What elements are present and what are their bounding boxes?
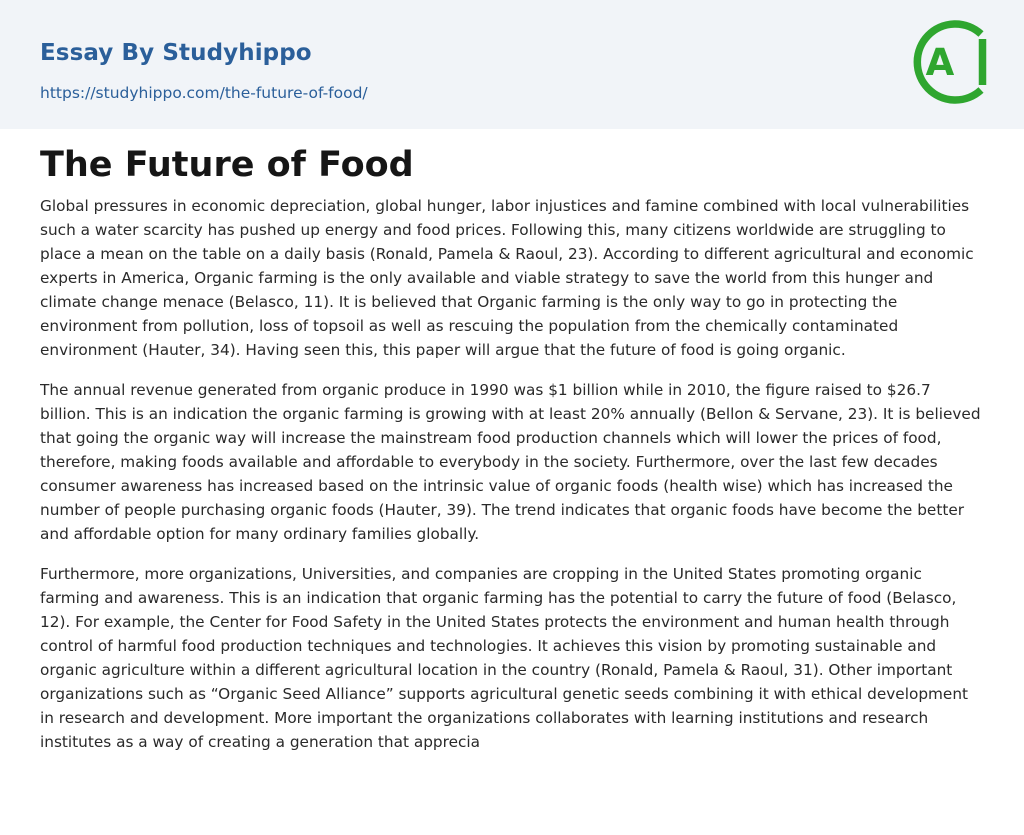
logo-letter: A — [925, 41, 955, 84]
site-header — [0, 0, 1024, 129]
essay-paragraph-2: The annual revenue generated from organic produce in 1990 was $1 billion while in 2010, the figure raised to $26.7 billion. This is an indication the organic farming is growing with at least 20% annually (Bellon & Servane, 23). It is believed that going the organic way will increase the mainstream food production channels which will lower the prices of food, therefore, making foods available and affordable to everybody in the society. Furthermore, over the last few decades consumer awareness has increased based on the intrinsic value of organic foods (health wise) which has increased the number of people purchasing organic foods (Hauter, 39). The trend indicates that organic foods have become the better and affordable option for many ordinary families globally. — [40, 381, 981, 543]
page-url-link[interactable]: https://studyhippo.com/the-future-of-food/ — [40, 84, 368, 102]
studyhippo-logo-icon[interactable] — [908, 17, 988, 107]
essay-paragraph-1: Global pressures in economic depreciation, global hunger, labor injustices and famine combined with local vulnerabilities such a water scarcity has pushed up energy and food prices. Following this, many citizens worldwide are struggling to place a mean on the table on a daily basis (Ronald, Pamela & Raoul, 23). According to different agricultural and economic experts in America, Organic farming is the only available and viable strategy to save the world from this hunger and climate change menace (Belasco, 11). It is believed that Organic farming is the only way to go in protecting the environment from pollution, loss of topsoil as well as rescuing the population from the chemically contaminated environment (Hauter, 34). Having seen this, this paper will argue that the future of food is going organic. — [40, 197, 974, 359]
essay-title: The Future of Food — [40, 145, 414, 185]
essay-body — [40, 194, 985, 784]
essay-paragraph-3: Furthermore, more organizations, Universities, and companies are cropping in the United States promoting organic farming and awareness. This is an indication that organic farming has the potential to carry the future of food (Belasco, 12). For example, the Center for Food Safety in the United States protects the environment and human health through control of harmful food production techniques and technologies. It achieves this vision by promoting sustainable and organic agriculture within a different agricultural location in the country (Ronald, Pamela & Raoul, 31). Other important organizations such as “Organic Seed Alliance” supports agricultural genetic seeds combining it with ethical development in research and development. More important the organizations collaborates with learning institutions and research institutes as a way of creating a generation that apprecia — [40, 565, 969, 751]
site-brand[interactable]: Essay By Studyhippo — [40, 40, 312, 66]
